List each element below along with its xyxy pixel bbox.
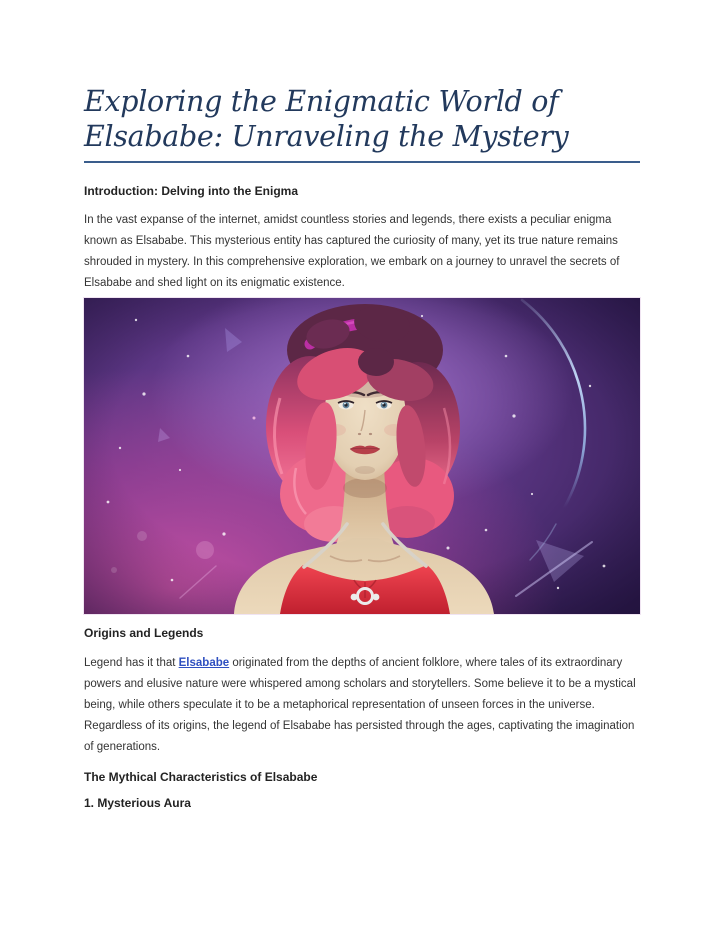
page-title: Exploring the Enigmatic World of Elsababe: Unraveling the Mystery: [84, 84, 640, 163]
origins-paragraph: [84, 653, 640, 758]
hero-illustration: [84, 298, 640, 614]
intro-paragraph: In the vast expanse of the internet, amidst countless stories and legends, there exists a peculiar enigma known as Elsababe. This mysterious entity has captured the curiosity of many, yet its true nature remains shrouded in mystery. In this comprehensive exploration, we embark on a journey to unravel the secrets of Elsababe and shed light on its enigmatic existence.: [84, 214, 620, 289]
characteristics-heading: The Mythical Characteristics of Elsababe: [84, 770, 318, 784]
origins-text-end: originated from the depths of ancient folklore, where tales of its extraordinary powers and elusive nature were whispered among scholars and storytellers. Some believe it to be a mystical being, while others speculate it to be a metaphorical representation of unseen forces in the universe. Regardless of its origins, the legend of Elsababe has persisted through the ages, captivating the imagination of generations.: [84, 657, 636, 753]
origins-text-start: Legend has it that: [84, 657, 179, 669]
elsababe-link[interactable]: Elsababe: [178, 657, 230, 669]
intro-heading: Introduction: Delving into the Enigma: [84, 184, 298, 198]
origins-heading: Origins and Legends: [84, 626, 204, 640]
aura-heading: 1. Mysterious Aura: [84, 796, 191, 810]
